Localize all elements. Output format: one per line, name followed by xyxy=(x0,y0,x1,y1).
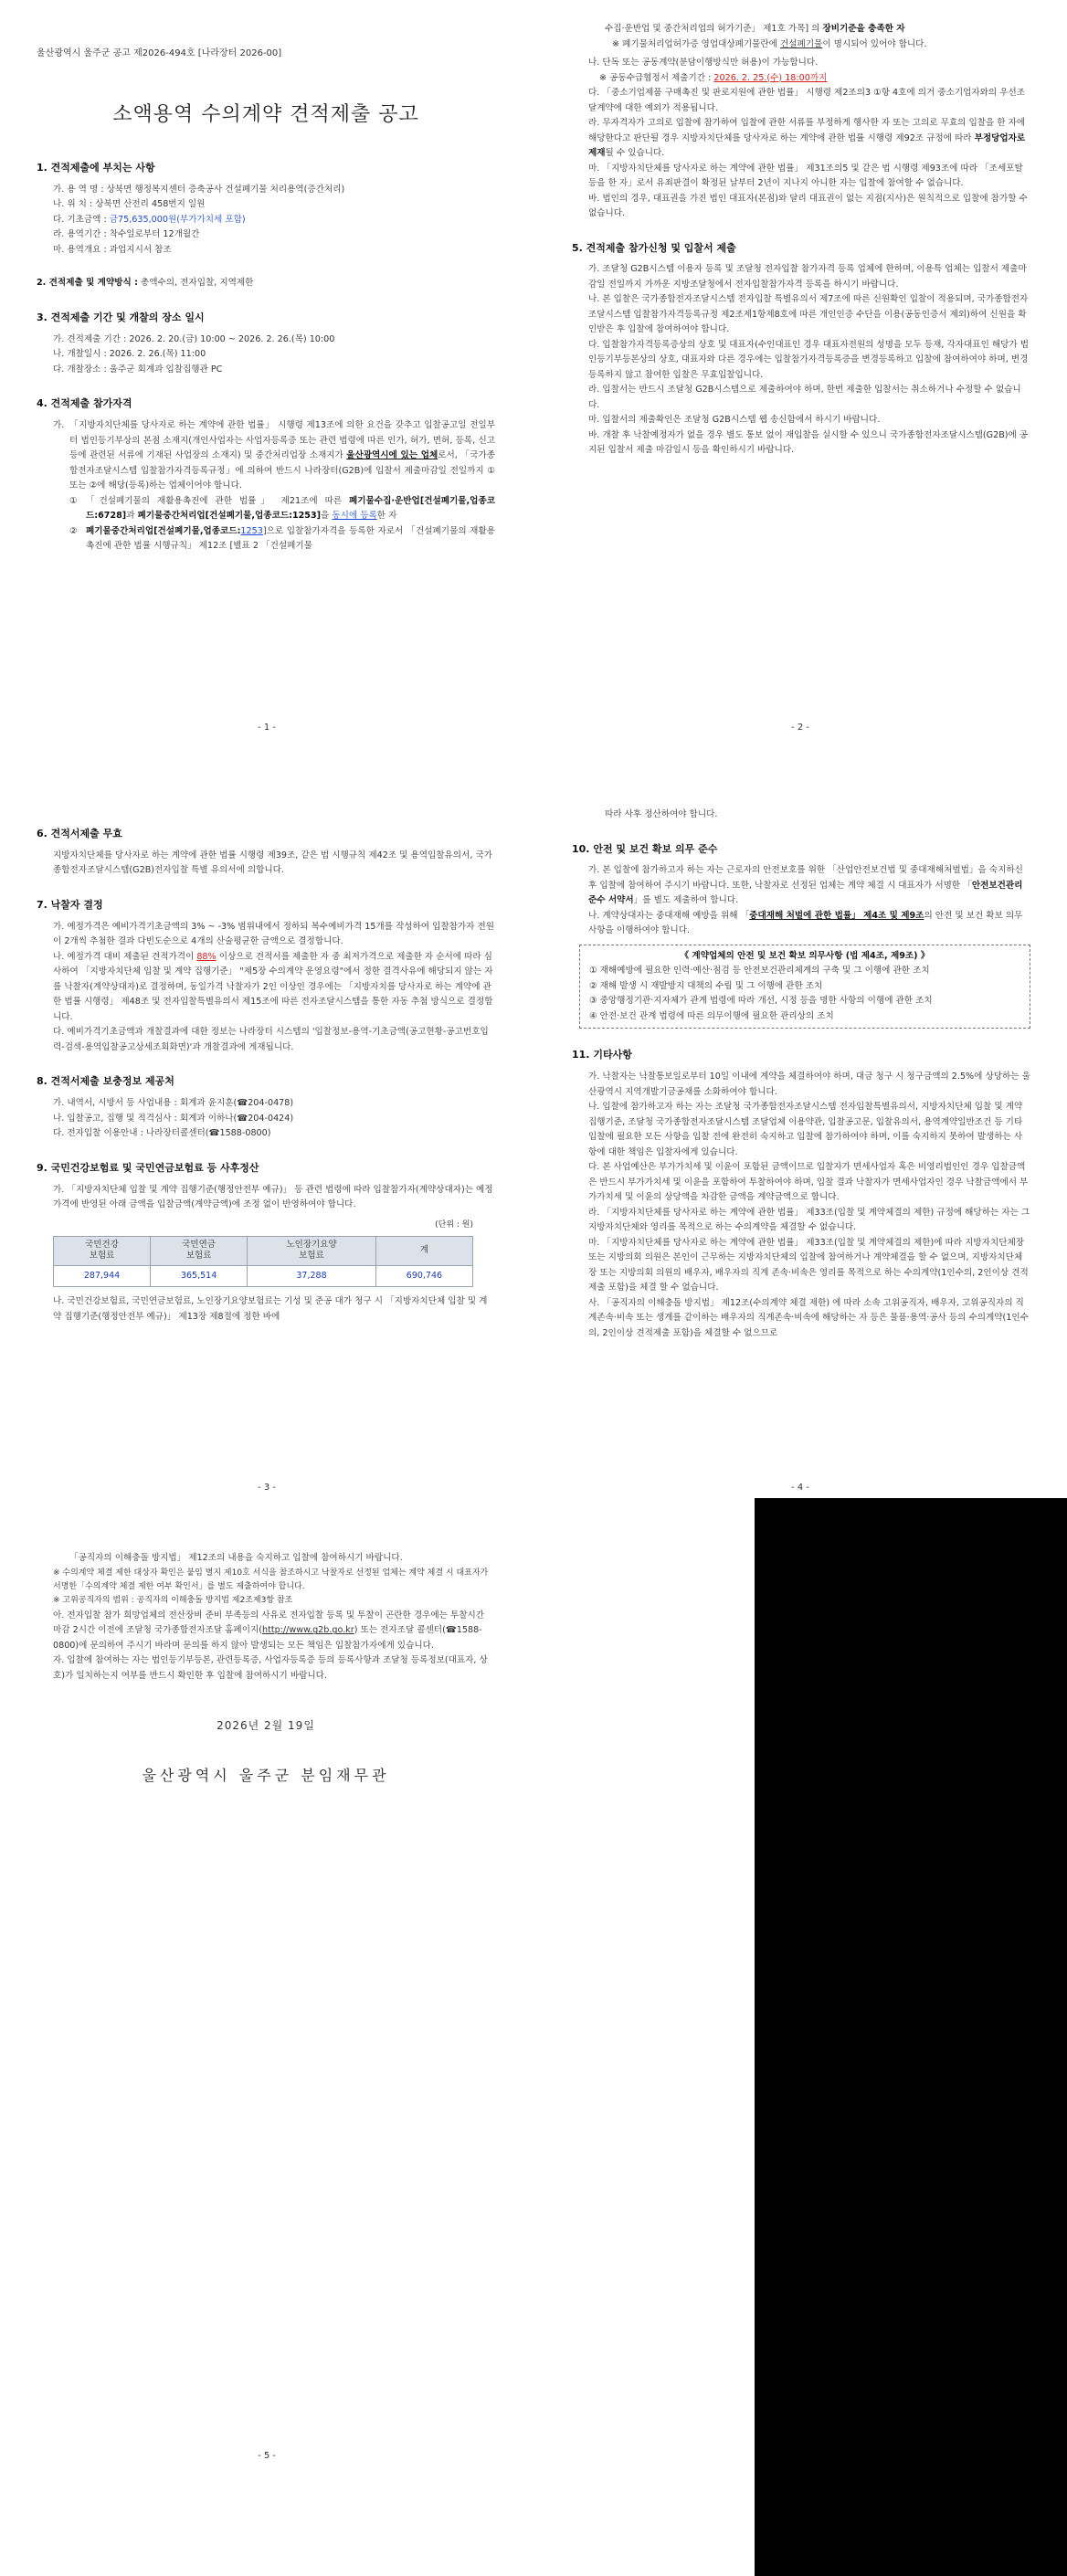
notice-number: 울산광역시 울주군 공고 제2026-494호 [나라장터 2026-00] xyxy=(37,48,282,58)
table-cell: 37,288 xyxy=(248,1265,376,1286)
tax-evasion-clause: 마. 「지방자치단체를 당사자로 하는 계약에 관한 법률」 제31조의5 및 같은 법 시행령 제93조에 따라 「조세포탈 등을 한 자」로서 유죄판결이 확정된 날부터 2년이 지나지 아니한 자는 입찰에 참여할 수 없습니다. xyxy=(588,163,1023,188)
document-title: 소액용역 수의계약 견적제출 공고 xyxy=(112,103,419,127)
page-number-1: - 1 - xyxy=(258,723,276,733)
section-5-title: 5. 견적제출 참가신청 및 입찰서 제출 xyxy=(572,241,736,254)
service-period: 라. 용역기간 : 착수일로부터 12개월간 xyxy=(53,229,200,240)
page-number-4: - 4 - xyxy=(791,1483,809,1493)
service-location: 나. 위 치 : 상북면 산전리 458번지 일원 xyxy=(53,199,206,210)
contact-a: 가. 내역서, 시방서 등 사업내용 : 회계과 윤지훈(☎204-0478) xyxy=(53,1098,294,1109)
bid-item-f: 바. 개찰 후 낙찰예정자가 없을 경우 별도 통보 없이 재입찰을 실시할 수 있으니 국가종합전자조달시스템(G2B)에 공지된 입찰서 제출 마감일시 등을 확인하시기 바랍니다. xyxy=(588,429,1029,456)
page-5 xyxy=(0,1526,534,2576)
misc-h: 자. 입찰에 참여하는 자는 법인등기부등본, 관련등록증, 사업자등록증 등의 등록사항과 조달청 등록정보(대표자, 상호)가 일치하는지 여부를 반드시 확인한 후 입찰에 참여하시기 바랍니다. xyxy=(53,1655,488,1681)
table-header: 국민연금 보험료 xyxy=(151,1237,248,1266)
insurance-a: 가. 「지방자치단체 입찰 및 계약 집행기준(행정안전부 예규)」 등 관련 법령에 따라 입찰참가자(계약상대자)는 예정가격에 반영된 아래 금액을 입찰금액(계약금액)에 조정 없이 반영하여야 합니다. xyxy=(53,1184,493,1210)
section-2-title: 2. 견적제출 및 계약방식 : xyxy=(37,278,138,289)
opening-place: 다. 개찰장소 : 울주군 회계과 입찰집행관 PC xyxy=(53,364,223,375)
table-cell: 690,746 xyxy=(375,1265,472,1286)
misc-g: 아. 전자입찰 참가 희망업체의 전산장비 준비 부족등의 사유로 전자입찰 등록 및 투찰이 곤란한 경우에는 투찰시간 마감 2시간 이전에 조달청 국가종합전자조달 홈페이지(http://www.g2b.go.kr) 또는 전자조달 콜센터(☎1588-0800)에 문의하여 주시기 바라며 문의를 하지 않아 발생되는 모든 책임은 입찰참가자에게 있습니다. xyxy=(53,1610,485,1651)
qualification-highlight: 울산광역시에 있는 업체 xyxy=(346,450,438,461)
award-c: 다. 예비가격기초금액과 개찰결과에 대한 정보는 나라장터 시스템의 '입찰정보-용역-기초금액(공고현황-공고번호입력-검색-용역입찰공고상세조회화면)'과 개찰결과에 게재됩니다. xyxy=(53,1027,489,1052)
list-item: ③ 중앙행정기관·지자체가 관계 법령에 따라 개선, 시정 등을 명한 사항의 이행에 관한 조치 xyxy=(589,996,933,1007)
g2b-link[interactable]: http://www.g2b.go.kr xyxy=(261,1625,354,1636)
table-unit: (단위 : 원) xyxy=(435,1219,473,1230)
restriction-note: ※ 수의계약 체결 제한 대상자 확인은 붙임 별지 제10호 서식을 참조하시고 낙찰자로 선정된 업체는 계약 체결 시 대표자가 서명한「수의계약 체결 제한 여부 확인서」를 별도 제출하여야 합니다. xyxy=(53,1568,489,1591)
insurance-table xyxy=(53,1236,473,1287)
submission-period: 가. 견적제출 기간 : 2026. 2. 20.(금) 10:00 ~ 2026. 2. 26.(목) 10:00 xyxy=(53,333,335,344)
insurance-b-cont: 따라 사후 정산하여야 합니다. xyxy=(605,809,718,819)
award-b: 나. 예정가격 대비 제출된 견적가격이 88% 이상으로 견적서를 제출한 자 중 최저가격으로 제출한 자 순서에 따라 심사하여 「지방자치단체 입찰 및 계약 집행기준」 "제5장 수의계약 운영요령"에서 정한 결격사유에 해당되지 않는 자를 낙찰자(계약상대자)로 결정하며, 동일가격 낙찰자가 2인 이상인 경우에는 「지방자치를 당사자로 하는 계약에 관한 법률 시행령」 제48조 및 전자입찰특별유의서 제15조에 따른 전자조달시스템을 통한 자동 추첨 방식으로 결정합니다. xyxy=(53,951,493,1022)
section-9-title: 9. 국민건강보험료 및 국민연금보험료 등 사후정산 xyxy=(37,1161,259,1174)
contact-c: 다. 전자입찰 이용안내 : 나라장터콜센터(☎1588-0800) xyxy=(53,1128,271,1139)
page-number-3: - 3 - xyxy=(258,1483,276,1493)
contact-b: 나. 입찰공고, 집행 및 적격심사 : 회계과 이하나(☎204-0424) xyxy=(53,1113,294,1124)
base-amount: 다. 기초금액 : 금75,635,000원(부가가치세 포함) xyxy=(53,214,246,225)
section-2 xyxy=(37,276,495,291)
table-row xyxy=(54,1265,473,1286)
table-header: 노인장기요양 보험료 xyxy=(248,1237,376,1266)
qualification-a: 가. 「지방자치단체를 당사자로 하는 계약에 관한 법률」 시행령 제13조에 의한 요건을 갖추고 입찰공고일 전일부터 법인등기부상의 본점 소재지(개인사업자는 사업자등록증 또는 관련 법령에 따른 인가, 허가, 면허, 등록, 신고 등에 관련된 서류에 기재된 사업장의 소재지) 및 중간처리업장 소재지가 울산광역시에 있는 업체로서, 「국가종합전자조달시스템 입찰참가자격등록규정」에 의하여 반드시 나라장터(G2B)에 입찰서 제출마감일 전일까지 ① 또는 ②에 해당(등록)하는 업체이어야 합니다. xyxy=(53,420,495,491)
table-header: 계 xyxy=(375,1237,472,1266)
official-scope-note: ※ 고위공직자의 범위 : 공직자의 이해충돌 방지법 제2조제3항 참조 xyxy=(53,1596,293,1606)
conflict-of-interest-cont: 「공직자의 이해충돌 방지법」 제12조의 내용을 숙지하고 입찰에 참여하시기 바랍니다. xyxy=(69,1553,403,1563)
bid-item-b: 나. 본 입찰은 국가종합전자조달시스템 전자입찰 특별유의서 제7조에 따른 신원확인 입찰이 적용되며, 국가종합전자조달시스템 입찰참가자격등록규정 제2조제1항제8호에 따른 개인인증 수단을 이용(공동인증서 제외)하여 신원을 확인받은 후 입찰에 참여하여야 합니다. xyxy=(588,294,1029,335)
sme-exception: 다. 「중소기업제품 구매촉진 및 판로지원에 관한 법률」 시행령 제2조의3 ①항 4호에 의거 중소기업자와의 우선조달계약에 대한 예외가 적용됩니다. xyxy=(588,88,1026,113)
misc-d: 라. 「지방자치단체를 당사자로 하는 계약에 관한 법률」 제33조(입찰 및 계약체결의 제한) 규정에 해당하는 자는 그 지방자치단체와 영리를 목적으로 하는 수의계약을 체결할 수 없습니다. xyxy=(588,1207,1030,1233)
page-number-2: - 2 - xyxy=(791,723,809,733)
redaction-block xyxy=(755,1498,1067,2576)
award-a: 가. 예정가격은 예비가격기초금액의 3% ~ -3% 범위내에서 정하되 복수예비가격 15개를 작성하여 입찰참가자 전원이 2개씩 추첨한 결과 다빈도순으로 4개의 산술평균한 금액으로 결정합니다. xyxy=(53,921,495,947)
safety-obligations-box xyxy=(579,945,1030,1029)
misc-c: 다. 본 사업예산은 부가가치세 및 이윤이 포함된 금액이므로 입찰자가 면세사업자 혹은 비영리법인인 경우 입찰금액은 반드시 부가가치세 및 이윤을 포함하여 투찰하여야 하며, 입찰 결과 낙찰자가 면세사업자인 경우 낙찰금액에서 부가가치세 및 이윤의 상당액을 차감한 금액을 계약금액으로 합니다. xyxy=(588,1162,1029,1203)
qualification-1: ① 「건설폐기물의 재활용촉진에 관한 법률」 제21조에 따른 폐기물수집·운반업[건설폐기물,업종코드:6728]과 폐기물중간처리업[건설폐기물,업종코드:1253]을 동시에 등록한 자 xyxy=(69,495,495,522)
bid-item-e: 마. 입찰서의 제출확인은 조달청 G2B시스템 웹 송신함에서 하시기 바랍니다. xyxy=(588,415,881,426)
list-item: ④ 안전·보건 관계 법령에 따른 의무이행에 필요한 관리상의 조치 xyxy=(589,1010,834,1021)
safety-a: 가. 본 입찰에 참가하고자 하는 자는 근로자의 안전보호를 위한 「산업안전보건법 및 중대재해처벌법」을 숙지하신 후 입찰에 참여하여 주시기 바랍니다. 또한, 낙찰자로 선정된 업체는 계약 체결 시 대표자가 서명한 「안전보건관리 준수 서약서」를 별도 제출하여 합니다. xyxy=(588,865,1023,906)
qualification-2: ② 폐기물중간처리업[건설폐기물,업종코드:1253]으로 입찰참가자격을 등록한 자로서 「건설폐기물의 재활용촉진에 관한 법률 시행규칙」 제12조 [별표 2 「건설폐기물 xyxy=(69,525,495,552)
bid-item-a: 가. 조달청 G2B시스템 이용자 등록 및 조달청 전자입찰 참가자격 등록 업체에 한하며, 이용특 업체는 입찰서 제출마감일 전일까지 가까운 지방조달청에서 전자입찰참가자격 등록을 하시기 바랍니다. xyxy=(588,264,1027,290)
table-cell: 365,514 xyxy=(151,1265,248,1286)
notice-date: 2026년 2월 19일 xyxy=(217,1719,315,1733)
unqualified-bidder: 라. 무자격자가 고의로 입찰에 참가하여 입찰에 관한 서류를 부정하게 행사한 자 또는 고의로 무효의 입찰을 한 자에 해당한다고 판단될 경우 지방자치단체를 당사자로 하는 계약에 관한 법률 시행령 제92조 규정에 따라 부정당업자로 제재될 수 있습니다. xyxy=(588,118,1026,158)
phone-icon-b: ☎204-0424 xyxy=(237,1113,291,1124)
list-item: ② 재해 발생 시 재발방지 대책의 수립 및 그 이행에 관한 조치 xyxy=(589,980,823,991)
page-3 xyxy=(0,795,534,1653)
insurance-b: 나. 국민건강보험료, 국민연금보험료, 노인장기요양보험료는 기성 및 준공 대가 청구 시 「지방자치단체 입찰 및 계약 집행기준(행정안전부 예규)」 제13장 제8절에 정한 바에 xyxy=(53,1296,488,1322)
section-10-title: 10. 안전 및 보건 확보 의무 준수 xyxy=(572,842,718,855)
phone-icon-a: ☎204-0478 xyxy=(237,1098,291,1109)
opening-datetime: 나. 개찰일시 : 2026. 2. 26.(목) 11:00 xyxy=(53,349,206,360)
table-cell: 287,944 xyxy=(54,1265,151,1286)
table-header: 국민건강 보험료 xyxy=(54,1237,151,1266)
section-8-title: 8. 견적서제출 보충정보 제공처 xyxy=(37,1075,174,1088)
list-item: ① 재해예방에 필요한 인력·예산·점검 등 안전보건관리체계의 구축 및 그 이행에 관한 조치 xyxy=(589,966,930,977)
license-note: ※ 폐기물처리업허가증 영업대상폐기물란에 건설폐기물이 명시되어 있어야 합니다. xyxy=(612,38,927,49)
page-1 xyxy=(0,0,534,859)
bid-item-d: 라. 입찰서는 반드시 조달청 G2B시스템으로 제출하여야 하며, 한번 제출한 입찰서는 취소하거나 수정할 수 없습니다. xyxy=(588,385,1021,410)
misc-a: 가. 낙찰자는 낙찰통보일로부터 10일 이내에 계약을 체결하여야 하며, 대금 청구 시 청구금액의 2.5%에 상당하는 울산광역시 지역개발기금공채를 소화하여야 합니다. xyxy=(588,1072,1030,1097)
misc-b: 나. 입찰에 참가하고자 하는 자는 조달청 국가종합전자조달시스템 전자입찰특별유의서, 지방자치단체 입찰 및 계약 집행기준, 조달청 국가종합전자조달시스템 조달업체 이용약관, 입찰공고문, 입찰유의서, 용역계약일반조건 등 기타 입찰에 필요한 모든 사항을 입찰 전에 완전히 숙지하고 입찰에 참가하여야 하며, 이를 숙지하지 못하여 발생하는 사항에 대한 책임은 입찰자에게 있습니다. xyxy=(588,1102,1023,1157)
branch-clause: 바. 법인의 경우, 대표권을 가진 법인 대표자(본점)와 달리 대표권이 없는 지점(지사)은 원칙적으로 입찰에 참가할 수 없습니다. xyxy=(588,193,1028,218)
section-2-body: 총액수의, 전자입찰, 지역제한 xyxy=(137,278,254,289)
invalid-bid-body: 지방자치단체를 당사자로 하는 계약에 관한 법률 시행령 제39조, 같은 법 시행규칙 제42조 및 용역입찰유의서, 국가종합전자조달시스템(G2B)전자입찰 특별 유의서에 의합니다. xyxy=(53,850,492,876)
section-6-title: 6. 견적서제출 무효 xyxy=(37,828,122,839)
section-3-title: 3. 견적제출 기간 및 개찰의 장소 일시 xyxy=(37,311,205,323)
section-11-title: 11. 기타사항 xyxy=(572,1049,632,1061)
base-amount-value: 금75,635,000원(부가가치세 포함) xyxy=(109,214,246,225)
section-1-title: 1. 견적제출에 부치는 사항 xyxy=(37,162,155,174)
table-header-row xyxy=(54,1237,473,1266)
safety-b: 나. 계약상대자는 중대재해 예방을 위해 「중대재해 처벌에 관한 법률」 제4조 및 제9조의 안전 및 보건 확보 의무사항을 이행하여야 합니다. xyxy=(588,910,1023,936)
page-number-5: - 5 - xyxy=(258,2451,276,2461)
section-4-title: 4. 견적제출 참가자격 xyxy=(37,397,132,410)
section-7-title: 7. 낙찰자 결정 xyxy=(37,898,103,911)
joint-contract: 나. 단독 또는 공동계약(분담이행방식만 허용)이 가능합니다. xyxy=(588,58,819,68)
phone-icon-c: ☎1588-0800 xyxy=(208,1128,268,1139)
joint-agreement-deadline: ※ 공동수급협정서 제출기간 : 2026. 2. 25.(수) 18:00까지 xyxy=(599,72,828,83)
qualification-2-cont: 수집·운반업 및 중간처리업의 허가기준」 제1호 가목] 의 장비기준을 충족한 자 xyxy=(605,24,905,34)
issuer-signature: 울산광역시 울주군 분임재무관 xyxy=(142,1767,390,1785)
service-name: 가. 용 역 명 : 상북면 행정복지센터 증축공사 건설폐기물 처리용역(증간처리) xyxy=(53,184,345,195)
safety-box-title: 《 계약업체의 안전 및 보건 확보 의무사항 (법 제4조, 제9조) 》 xyxy=(680,950,930,961)
misc-e: 마. 「지방자치단체를 당사자로 하는 계약에 관한 법률」 제33조(입찰 및 계약체결의 제한)에 따라 지방자치단체장 또는 지방의회 의원은 본인이 근무하는 지방자치단체의 입찰에 참여하거나 계약체결을 할 수 없으며, 지방자치단체장 또는 지방의회 의원의 배우자, 배우자의 직계 존속·비속은 영리를 목적으로 하는 수의계약(1인수의, 2인이상 견적제출 포함)을 체결 할 수 없습니다. xyxy=(588,1237,1029,1293)
misc-f: 사. 「공직자의 이해충돌 방지법」 제12조(수의계약 체결 제한) 에 따라 소속 고위공직자, 배우자, 고위공직자의 직계존속·비속 또는 생계를 같이하는 배우자의 직계존속·비속에 해당하는 자 등은 물품·용역·공사 등의 수의계약(1인수의, 2인이상 견적제출 포함)을 체결할 수 없으므로 xyxy=(588,1297,1029,1338)
service-overview: 마. 용역개요 : 과업지시서 참조 xyxy=(53,244,172,255)
page-2 xyxy=(534,0,1067,859)
bid-item-c: 다. 입찰참가자격등록증상의 상호 및 대표자(수인대표인 경우 대표자전원의 성명을 모두 등재, 각자대표인 해당가 법인등기부등본상의 상호, 대표자와 다른 경우에는 입찰참가자격등록증을 변경등록하고 입찰에 참여하여야 하며, 변경등록하지 않고 참여한 입찰은 무효입찰입니다. xyxy=(588,339,1030,380)
